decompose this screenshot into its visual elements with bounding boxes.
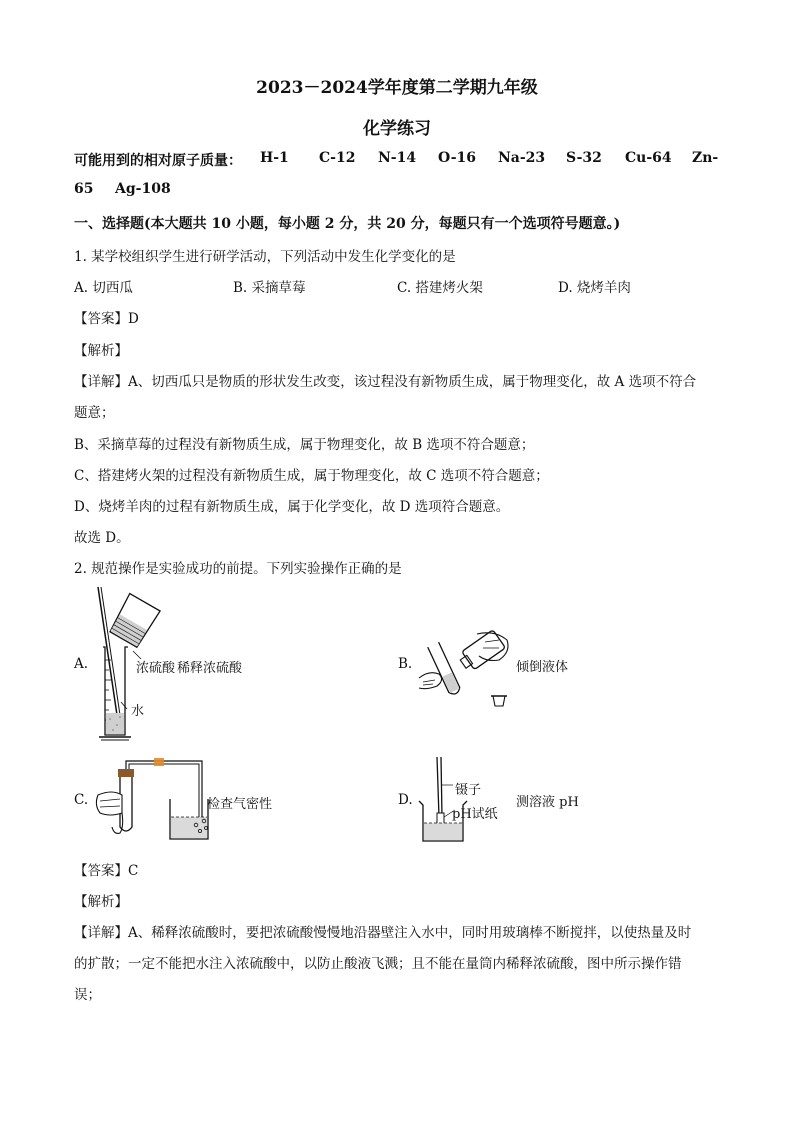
q1-option-d: D. 烧烤羊肉 [558, 280, 631, 296]
q1-option-c: C. 搭建烤火架 [397, 280, 483, 296]
q2-option-a-letter: A. [74, 656, 89, 672]
q2-detail-line: 误； [74, 987, 101, 1003]
q2-detail-line: 的扩散；一定不能把水注入浓硫酸中，以防止酸液飞溅；且不能在量筒内稀释浓硫酸，图中所示操作错 [74, 956, 682, 972]
q1-option-a: A. 切西瓜 [74, 280, 133, 296]
q2-option-a-water: 水 [131, 704, 145, 719]
q2-option-b-figure [415, 630, 525, 720]
q2-option-c-caption: 检查气密性 [207, 797, 273, 812]
q2-option-a-caption: 稀释浓硫酸 [177, 661, 243, 676]
atomic-mass-zn-value: 65 [74, 181, 94, 197]
q2-detail-line: 【详解】A、稀释浓硫酸时，要把浓硫酸慢慢地沿器壁注入水中，同时用玻璃棒不断搅拌，以使热量及时 [74, 925, 692, 941]
q1-option-b: B. 采摘草莓 [233, 280, 306, 296]
q2-option-c-letter: C. [74, 792, 89, 808]
page-subtitle: 化学练习 [363, 119, 431, 139]
q2-stem: 2. 规范操作是实验成功的前提。下列实验操作正确的是 [74, 561, 402, 577]
atomic-mass-c: C-12 [319, 150, 356, 166]
q2-option-d-letter: D. [398, 792, 413, 808]
atomic-mass-n: N-14 [378, 150, 417, 166]
q1-detail-line: 题意； [74, 405, 115, 421]
atomic-mass-s: S-32 [566, 150, 602, 166]
atomic-mass-h: H-1 [260, 150, 289, 166]
q2-option-d-caption: 测溶液 pH [516, 795, 579, 810]
atomic-mass-ag: Ag-108 [115, 181, 171, 197]
q2-analysis: 【解析】 [74, 894, 128, 910]
atomic-mass-label: 可能用到的相对原子质量： [74, 153, 242, 169]
atomic-mass-cu: Cu-64 [625, 150, 672, 166]
q1-answer: 【答案】D [74, 311, 139, 327]
q1-detail-line: 故选 D。 [74, 530, 130, 546]
q2-answer: 【答案】C [74, 863, 139, 879]
q1-analysis: 【解析】 [74, 343, 128, 359]
q1-detail-line: B、采摘草莓的过程没有新物质生成，属于物理变化，故 B 选项不符合题意； [74, 437, 535, 453]
q1-detail-line: C、搭建烤火架的过程没有新物质生成，属于物理变化，故 C 选项不符合题意； [74, 468, 549, 484]
q2-option-a-reagent: 浓硫酸 [136, 661, 176, 676]
q2-option-b-letter: B. [398, 656, 413, 672]
q2-option-d-tweezers: 镊子 [455, 783, 482, 798]
atomic-mass-zn: Zn- [692, 150, 719, 166]
q1-detail-line: D、烧烤羊肉的过程有新物质生成，属于化学变化，故 D 选项符合题意。 [74, 499, 510, 515]
q1-detail-line: 【详解】A、切西瓜只是物质的形状发生改变，该过程没有新物质生成，属于物理变化，故 A 选项不符合 [74, 374, 697, 390]
q2-option-d-paper: pH试纸 [452, 807, 498, 822]
q2-option-c-figure [92, 755, 212, 845]
page-title: 2023－2024学年度第二学期九年级 [256, 78, 538, 98]
atomic-mass-o: O-16 [438, 150, 477, 166]
q2-option-b-caption: 倾倒液体 [516, 660, 569, 675]
section-heading: 一、选择题(本大题共 10 小题，每小题 2 分，共 20 分，每题只有一个选项符号题意。) [74, 216, 621, 232]
atomic-mass-na: Na-23 [498, 150, 546, 166]
q1-stem: 1. 某学校组织学生进行研学活动，下列活动中发生化学变化的是 [74, 249, 456, 265]
